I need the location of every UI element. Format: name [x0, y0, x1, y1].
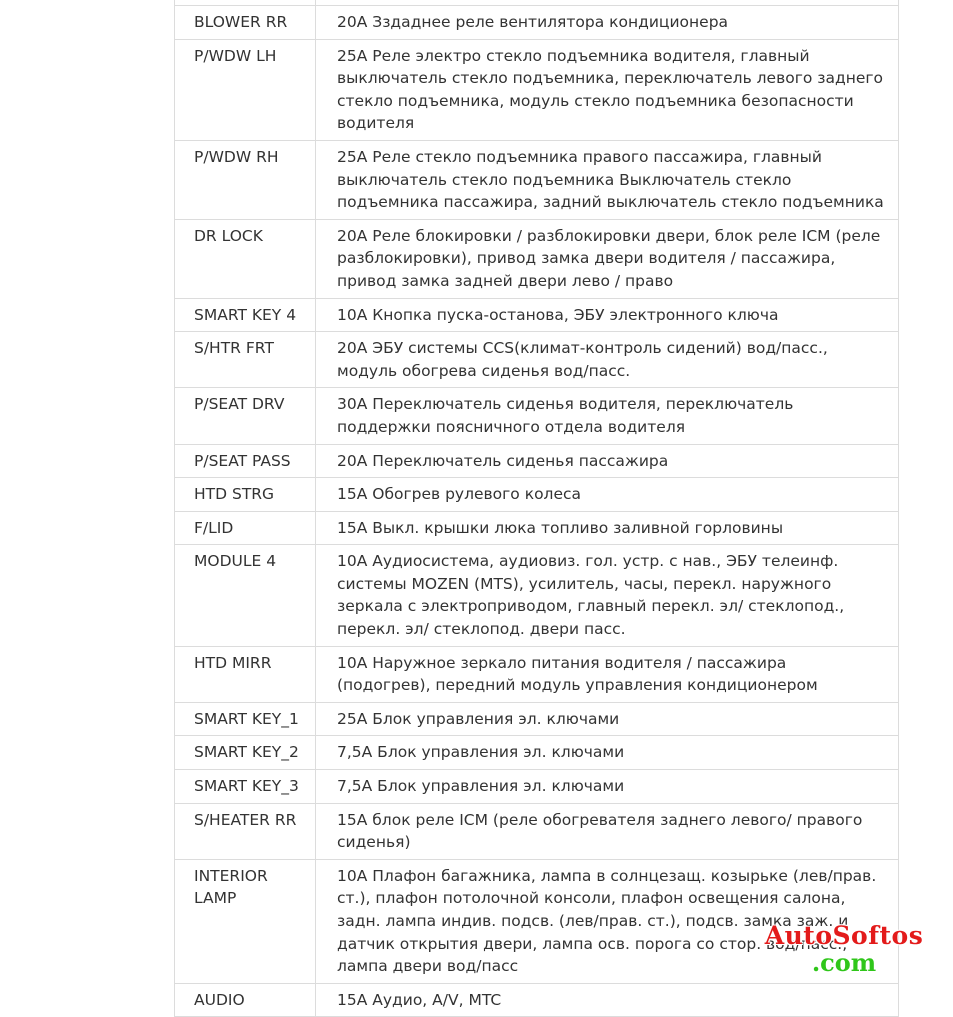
- fuse-description-cell: 10А Наружное зеркало питания водителя / пассажира (подогрев), передний модуль управления кондиционером: [316, 646, 899, 702]
- fuse-name-cell: SMART KEY_1: [175, 702, 316, 736]
- fuse-description-cell: 20А Реле блокировки / разблокировки двери, блок реле ICM (реле разблокировки), привод замка двери водителя / пассажира, привод замка задней двери лево / право: [316, 219, 899, 298]
- fuse-name-cell: P/SEAT PASS: [175, 444, 316, 478]
- fuse-description-cell: 20А ЭБУ системы CCS(климат-контроль сидений) вод/пасс., модуль обогрева сиденья вод/пасс.: [316, 332, 899, 388]
- fuse-name-cell: BLOWER RR: [175, 6, 316, 40]
- fuse-description-cell: 25А Реле электро стекло подъемника водителя, главный выключатель стекло подъемника, переключатель левого заднего стекло подъемника, модуль стекло подъемника безопасности водителя: [316, 39, 899, 140]
- table-row: [175, 219, 899, 298]
- fuse-description-cell: 25А Реле стекло подъемника правого пассажира, главный выключатель стекло подъемника Выключатель стекло подъемника пассажира, задний выключатель стекло подъемника: [316, 140, 899, 219]
- fuse-name-cell: F/LID: [175, 511, 316, 545]
- table-row: [175, 298, 899, 332]
- table-row: [175, 332, 899, 388]
- fuse-name-cell: P/WDW LH: [175, 39, 316, 140]
- fuse-name-cell: S/HTR FRT: [175, 332, 316, 388]
- fuse-description-cell: 15А Обогрев рулевого колеса: [316, 478, 899, 512]
- table-row: [175, 646, 899, 702]
- table-row: [175, 6, 899, 40]
- fuse-description-cell: 7,5А Блок управления эл. ключами: [316, 770, 899, 804]
- table-row: [175, 983, 899, 1017]
- watermark-domain: .com: [811, 948, 877, 977]
- fuse-description-cell: 30А Переключатель сиденья водителя, переключатель поддержки поясничного отдела водителя: [316, 388, 899, 444]
- fuse-description-cell: 15А Аудио, А/V, MTC: [316, 983, 899, 1017]
- fuse-name-cell: MODULE 4: [175, 545, 316, 646]
- fuse-name-cell: DR LOCK: [175, 219, 316, 298]
- table-row: [175, 39, 899, 140]
- watermark-name: AutoSoftos: [764, 921, 924, 950]
- fuse-description-cell: 15А блок реле ICM (реле обогревателя заднего левого/ правого сиденья): [316, 803, 899, 859]
- fuse-description-cell: 10А Кнопка пуска-останова, ЭБУ электронного ключа: [316, 298, 899, 332]
- fuse-description-cell: 20А Переключатель сиденья пассажира: [316, 444, 899, 478]
- fuse-name-cell: HTD MIRR: [175, 646, 316, 702]
- table-row: [175, 702, 899, 736]
- table-row: [175, 859, 899, 983]
- fuse-table-body: [175, 0, 899, 1017]
- table-row: [175, 770, 899, 804]
- fuse-name-cell: HTD STRG: [175, 478, 316, 512]
- fuse-name-cell: SMART KEY 4: [175, 298, 316, 332]
- fuse-description-cell: 10А Аудиосистема, аудиовиз. гол. устр. с нав., ЭБУ телеинф. системы MOZEN (MTS), усилитель, часы, перекл. наружного зеркала с электроприводом, главный перекл. эл/ стеклопод., перекл. эл/ стеклопод. двери пасс.: [316, 545, 899, 646]
- fuse-description-cell: 15А Выкл. крышки люка топливо заливной горловины: [316, 511, 899, 545]
- fuse-name-cell: P/WDW RH: [175, 140, 316, 219]
- fuse-name-cell: AUDIO: [175, 983, 316, 1017]
- fuse-description-cell: 25А Блок управления эл. ключами: [316, 702, 899, 736]
- table-row: [175, 444, 899, 478]
- table-row: [175, 803, 899, 859]
- fuse-name-cell: SMART KEY_2: [175, 736, 316, 770]
- table-row: [175, 388, 899, 444]
- fuse-description-cell: 7,5А Блок управления эл. ключами: [316, 736, 899, 770]
- fuse-description-cell: 10А Плафон багажника, лампа в солнцезащ. козырьке (лев/прав. ст.), плафон потолочной консоли, плафон освещения салона, задн. лампа индив. подсв. (лев/прав. ст.), подсв. замка заж. и датчик открытия двери, лампа осв. порога со стор. вод/пасс., лампа двери вод/пасс: [316, 859, 899, 983]
- table-row: [175, 736, 899, 770]
- fuse-table: [174, 0, 899, 1017]
- fuse-name-cell: SMART KEY_3: [175, 770, 316, 804]
- table-row: [175, 478, 899, 512]
- fuse-name-cell: INTERIOR LAMP: [175, 859, 316, 983]
- fuse-name-cell: S/HEATER RR: [175, 803, 316, 859]
- table-row: [175, 545, 899, 646]
- fuse-name-cell: P/SEAT DRV: [175, 388, 316, 444]
- fuse-table-container: [174, 0, 898, 1017]
- table-row: [175, 140, 899, 219]
- fuse-description-cell: 20А Зздаднее реле вентилятора кондиционера: [316, 6, 899, 40]
- table-row: [175, 511, 899, 545]
